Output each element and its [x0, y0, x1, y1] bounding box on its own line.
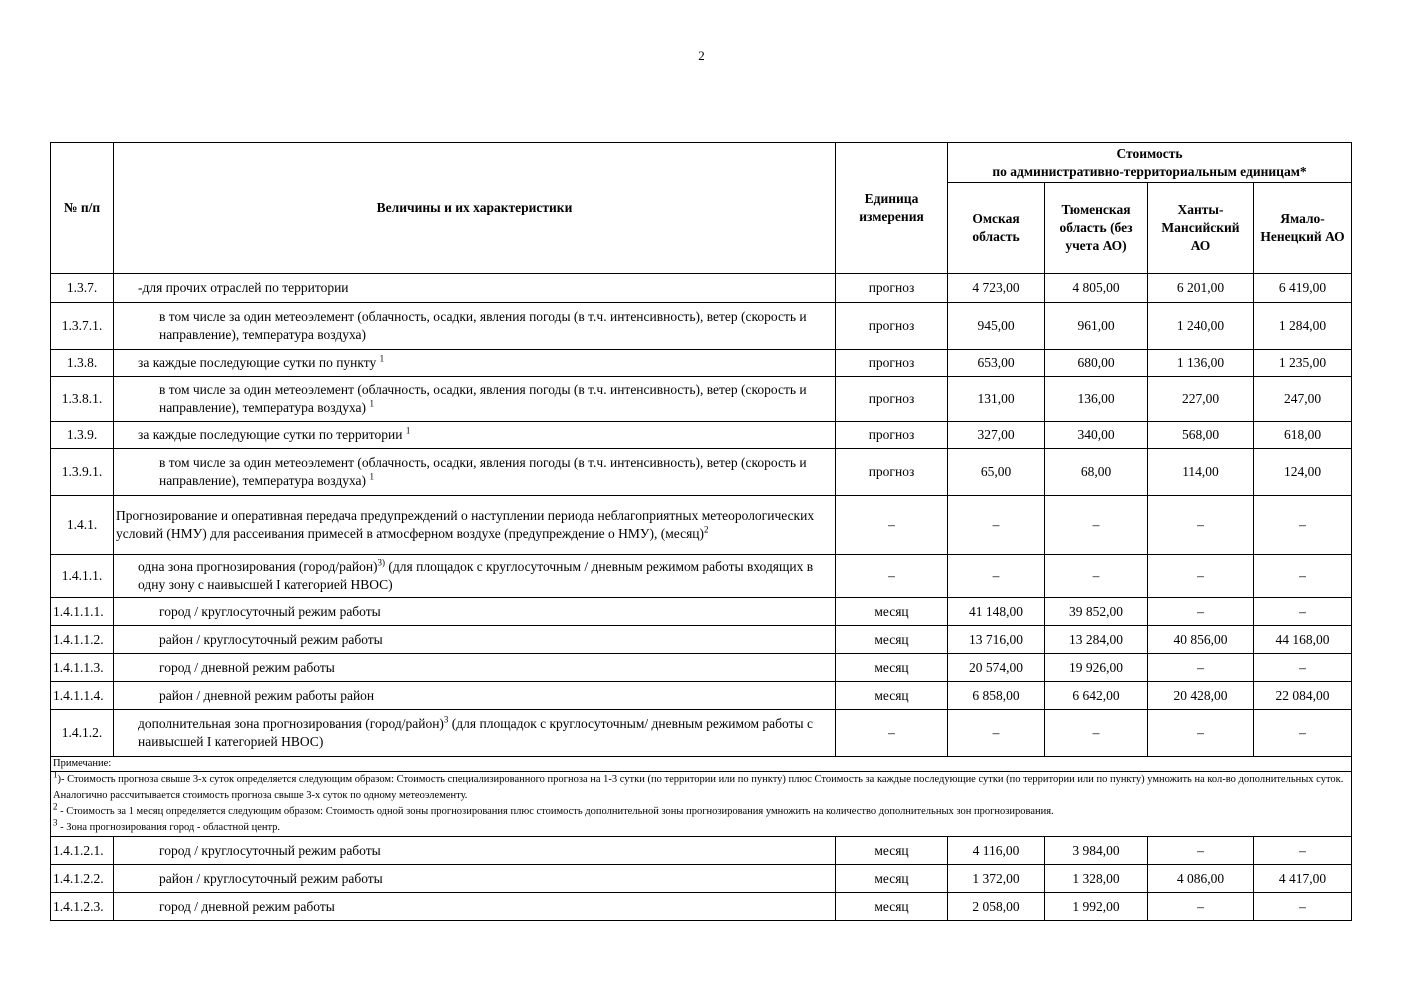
table-row	[51, 893, 1352, 921]
row-description: в том числе за один метеоэлемент (облачность, осадки, явления погоды (в т.ч. интенсивность), ветер (скорость и направление), температура воздуха) $^1$	[114, 377, 836, 422]
value-omsk: 4 116,00	[948, 837, 1045, 865]
value-tyumen: 68,00	[1045, 449, 1148, 496]
row-unit: месяц	[836, 654, 948, 682]
header-name: Величины и их характеристики	[114, 143, 836, 274]
row-number: 1.3.7.	[51, 274, 114, 303]
value-yanao: 6 419,00	[1254, 274, 1352, 303]
notes-title: Примечание:	[51, 757, 1351, 772]
row-unit: месяц	[836, 598, 948, 626]
header-cost-group	[948, 143, 1352, 183]
row-description: город / дневной режим работы	[114, 893, 836, 921]
row-number: 1.4.1.2.1.	[51, 837, 114, 865]
value-khmao: –	[1148, 555, 1254, 598]
table-row	[51, 837, 1352, 865]
table-row	[51, 598, 1352, 626]
row-unit: прогноз	[836, 422, 948, 449]
value-tyumen: 39 852,00	[1045, 598, 1148, 626]
value-khmao: 227,00	[1148, 377, 1254, 422]
row-unit: –	[836, 555, 948, 598]
row-number: 1.4.1.1.4.	[51, 682, 114, 710]
tariff-table	[50, 142, 1352, 921]
row-description: город / круглосуточный режим работы	[114, 837, 836, 865]
row-number: 1.3.9.	[51, 422, 114, 449]
value-tyumen: 13 284,00	[1045, 626, 1148, 654]
note-3: $^3$ - Зона прогнозирования город - областной центр.	[53, 817, 281, 833]
value-yanao: 22 084,00	[1254, 682, 1352, 710]
value-omsk: –	[948, 555, 1045, 598]
value-omsk: 6 858,00	[948, 682, 1045, 710]
value-khmao: –	[1148, 654, 1254, 682]
value-omsk: 20 574,00	[948, 654, 1045, 682]
value-khmao: –	[1148, 598, 1254, 626]
row-description: район / круглосуточный режим работы	[114, 626, 836, 654]
table-row	[51, 496, 1352, 555]
header-region-yanao: Ямало-Ненецкий АО	[1254, 183, 1352, 274]
table-row	[51, 377, 1352, 422]
row-unit: –	[836, 496, 948, 555]
value-khmao: 20 428,00	[1148, 682, 1254, 710]
value-omsk: 131,00	[948, 377, 1045, 422]
value-yanao: –	[1254, 598, 1352, 626]
table-row	[51, 303, 1352, 350]
row-unit: месяц	[836, 865, 948, 893]
value-omsk: –	[948, 496, 1045, 555]
note-1: $^1$)- Стоимость прогноза свыше 3-х суток определяется следующим образом: Стоимость специализированного прогноза на 1-3 сутки (по территории или по пункту) плюс Стоимость за каждые последующие сутки (по территории или по пункту) умножить на кол-во дополнительных суток. Аналогично рассчитывается стоимость прогноза свыше 3-х суток по одному метеоэлементу.	[53, 769, 1344, 801]
row-unit: месяц	[836, 626, 948, 654]
row-description: в том числе за один метеоэлемент (облачность, осадки, явления погоды (в т.ч. интенсивность), ветер (скорость и направление), температура воздуха) $^1$	[114, 449, 836, 496]
row-unit: –	[836, 710, 948, 757]
row-description: дополнительная зона прогнозирования (город/район)$^3$ (для площадок с круглосуточным/ дневным режимом работы с наивысшей I категорией НВОС)	[114, 710, 836, 757]
value-tyumen: 680,00	[1045, 350, 1148, 377]
table-row	[51, 422, 1352, 449]
value-khmao: 1 136,00	[1148, 350, 1254, 377]
row-description: одна зона прогнозирования (город/район)$^{3)}$ (для площадок с круглосуточным / дневным режимом работы входящих в одну зону с наивысшей I категорией НВОС)	[114, 555, 836, 598]
value-omsk: –	[948, 710, 1045, 757]
row-number: 1.4.1.2.	[51, 710, 114, 757]
row-number: 1.4.1.2.3.	[51, 893, 114, 921]
value-omsk: 4 723,00	[948, 274, 1045, 303]
value-omsk: 65,00	[948, 449, 1045, 496]
value-khmao: 4 086,00	[1148, 865, 1254, 893]
value-tyumen: 1 328,00	[1045, 865, 1148, 893]
row-number: 1.4.1.	[51, 496, 114, 555]
row-description: город / дневной режим работы	[114, 654, 836, 682]
value-tyumen: 340,00	[1045, 422, 1148, 449]
row-description: за каждые последующие сутки по пункту $^1$	[114, 350, 836, 377]
row-description: город / круглосуточный режим работы	[114, 598, 836, 626]
row-number: 1.3.7.1.	[51, 303, 114, 350]
value-yanao: 1 235,00	[1254, 350, 1352, 377]
value-tyumen: 19 926,00	[1045, 654, 1148, 682]
header-region-omsk: Омская область	[948, 183, 1045, 274]
value-tyumen: –	[1045, 710, 1148, 757]
table-row	[51, 865, 1352, 893]
value-tyumen: 961,00	[1045, 303, 1148, 350]
row-number: 1.3.9.1.	[51, 449, 114, 496]
value-yanao: 247,00	[1254, 377, 1352, 422]
table-row	[51, 274, 1352, 303]
table-row	[51, 626, 1352, 654]
value-khmao: 114,00	[1148, 449, 1254, 496]
header-region-tyumen: Тюменская область (без учета АО)	[1045, 183, 1148, 274]
header-cost-line2: по административно-территориальным единицам*	[992, 163, 1307, 179]
header-region-khmao: Ханты-Мансийский АО	[1148, 183, 1254, 274]
row-unit: месяц	[836, 893, 948, 921]
row-unit: прогноз	[836, 303, 948, 350]
table-row	[51, 710, 1352, 757]
header-num: № п/п	[51, 143, 114, 274]
value-khmao: –	[1148, 837, 1254, 865]
value-omsk: 41 148,00	[948, 598, 1045, 626]
value-tyumen: 3 984,00	[1045, 837, 1148, 865]
row-description: район / дневной режим работы район	[114, 682, 836, 710]
row-unit: месяц	[836, 837, 948, 865]
value-yanao: –	[1254, 496, 1352, 555]
value-khmao: –	[1148, 893, 1254, 921]
value-tyumen: 136,00	[1045, 377, 1148, 422]
value-tyumen: 6 642,00	[1045, 682, 1148, 710]
row-number: 1.3.8.1.	[51, 377, 114, 422]
value-yanao: 618,00	[1254, 422, 1352, 449]
value-omsk: 1 372,00	[948, 865, 1045, 893]
row-description: в том числе за один метеоэлемент (облачность, осадки, явления погоды (в т.ч. интенсивность), ветер (скорость и направление), температура воздуха)	[114, 303, 836, 350]
row-unit: прогноз	[836, 274, 948, 303]
row-number: 1.4.1.1.	[51, 555, 114, 598]
table-row	[51, 350, 1352, 377]
row-unit: прогноз	[836, 449, 948, 496]
value-khmao: 40 856,00	[1148, 626, 1254, 654]
value-tyumen: –	[1045, 555, 1148, 598]
value-yanao: 1 284,00	[1254, 303, 1352, 350]
table-row	[51, 555, 1352, 598]
header-unit: Единица измерения	[836, 143, 948, 274]
value-omsk: 945,00	[948, 303, 1045, 350]
value-yanao: –	[1254, 654, 1352, 682]
row-number: 1.4.1.1.2.	[51, 626, 114, 654]
table-row	[51, 654, 1352, 682]
value-yanao: –	[1254, 837, 1352, 865]
row-description: район / круглосуточный режим работы	[114, 865, 836, 893]
row-description: за каждые последующие сутки по территории $^1$	[114, 422, 836, 449]
value-omsk: 327,00	[948, 422, 1045, 449]
value-tyumen: 1 992,00	[1045, 893, 1148, 921]
value-yanao: –	[1254, 893, 1352, 921]
value-yanao: –	[1254, 555, 1352, 598]
value-yanao: 4 417,00	[1254, 865, 1352, 893]
value-tyumen: 4 805,00	[1045, 274, 1148, 303]
row-unit: месяц	[836, 682, 948, 710]
value-khmao: –	[1148, 710, 1254, 757]
row-description: Прогнозирование и оперативная передача предупреждений о наступлении периода неблагоприятных метеорологических условий (НМУ) для рассеивания примесей в атмосферном воздухе (предупреждение о НМУ), (месяц)$^2$	[114, 496, 836, 555]
value-omsk: 653,00	[948, 350, 1045, 377]
page-number: 2	[698, 48, 705, 63]
row-unit: прогноз	[836, 377, 948, 422]
value-khmao: 568,00	[1148, 422, 1254, 449]
table-row	[51, 682, 1352, 710]
value-yanao: 124,00	[1254, 449, 1352, 496]
row-unit: прогноз	[836, 350, 948, 377]
note-2: $^2$ - Стоимость за 1 месяц определяется следующим образом: Стоимость одной зоны прогнозирования плюс стоимость дополнительной зоны прогнозирования умножить на количество дополнительных зон прогнозирования.	[53, 801, 1054, 817]
value-khmao: 6 201,00	[1148, 274, 1254, 303]
value-yanao: 44 168,00	[1254, 626, 1352, 654]
table-row	[51, 449, 1352, 496]
header-cost-line1: Стоимость	[1116, 145, 1183, 161]
row-number: 1.4.1.2.2.	[51, 865, 114, 893]
notes-block	[51, 757, 1352, 837]
row-number: 1.4.1.1.1.	[51, 598, 114, 626]
value-khmao: –	[1148, 496, 1254, 555]
value-khmao: 1 240,00	[1148, 303, 1254, 350]
value-yanao: –	[1254, 710, 1352, 757]
value-omsk: 2 058,00	[948, 893, 1045, 921]
value-tyumen: –	[1045, 496, 1148, 555]
value-omsk: 13 716,00	[948, 626, 1045, 654]
row-number: 1.3.8.	[51, 350, 114, 377]
row-description: -для прочих отраслей по территории	[114, 274, 836, 303]
row-number: 1.4.1.1.3.	[51, 654, 114, 682]
